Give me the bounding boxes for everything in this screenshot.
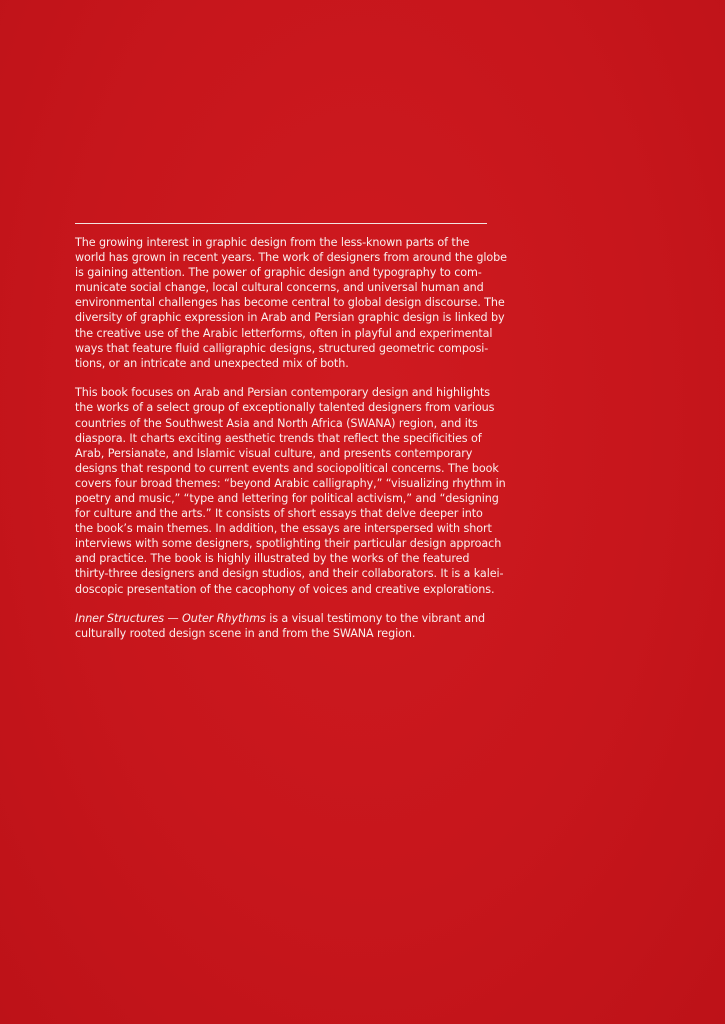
text-line: doscopic presentation of the cacophony of voices and creative explorations. [75, 582, 495, 596]
text-line: world has grown in recent years. The work of designers from around the globe [75, 251, 507, 265]
text-line: environmental challenges has become central to global design discourse. The [75, 296, 505, 310]
text-line: designs that respond to current events and sociopolitical concerns. The book [75, 461, 499, 475]
paragraph-closing [75, 611, 500, 641]
text-line: culturally rooted design scene in and from the SWANA region. [75, 627, 416, 641]
text-line [75, 611, 500, 626]
text-line: the works of a select group of exceptionally talented designers from various [75, 401, 495, 415]
text-line: The growing interest in graphic design from the less-known parts of the [75, 236, 470, 249]
paragraph-book-focus [75, 385, 506, 596]
text-line: interviews with some designers, spotlighting their particular design approach [75, 537, 502, 551]
text-line: is gaining attention. The power of graphic design and typography to com- [75, 266, 482, 280]
horizontal-rule [75, 223, 487, 224]
text-line: poetry and music,” “type and lettering for political activism,” and “designing [75, 492, 499, 505]
paragraph-spacer [75, 371, 500, 386]
text-line: for culture and the arts.” It consists of short essays that delve deeper into [75, 507, 483, 521]
text-line: diaspora. It charts exciting aesthetic trends that reflect the specificities of [75, 431, 482, 445]
text-line: thirty-three designers and design studios, and their collaborators. It is a kalei- [75, 567, 504, 581]
text-fragment: is a visual testimony to the vibrant and [265, 612, 485, 626]
text-line: covers four broad themes: “beyond Arabic calligraphy,” “visualizing rhythm in [75, 476, 506, 490]
paragraph-intro [75, 235, 507, 371]
text-line: and practice. The book is highly illustrated by the works of the featured [75, 552, 470, 566]
blurb-text [75, 235, 507, 641]
text-line: ways that feature fluid calligraphic designs, structured geometric composi- [75, 341, 489, 355]
text-line: diversity of graphic expression in Arab and Persian graphic design is linked by [75, 311, 505, 325]
text-line: tions, or an intricate and unexpected mix of both. [75, 356, 349, 370]
paragraph-spacer [75, 597, 500, 612]
text-line: the creative use of the Arabic letterforms, often in playful and experimental [75, 326, 493, 340]
text-line: countries of the Southwest Asia and North Africa (SWANA) region, and its [75, 416, 478, 430]
text-line: municate social change, local cultural concerns, and universal human and [75, 281, 484, 295]
text-line: Arab, Persianate, and Islamic visual culture, and presents contemporary [75, 446, 473, 460]
book-title-italic: Inner Structures — Outer Rhythms [75, 612, 266, 626]
text-line: This book focuses on Arab and Persian contemporary design and highlights [75, 386, 491, 400]
text-line: the book’s main themes. In addition, the essays are interspersed with short [75, 522, 492, 536]
